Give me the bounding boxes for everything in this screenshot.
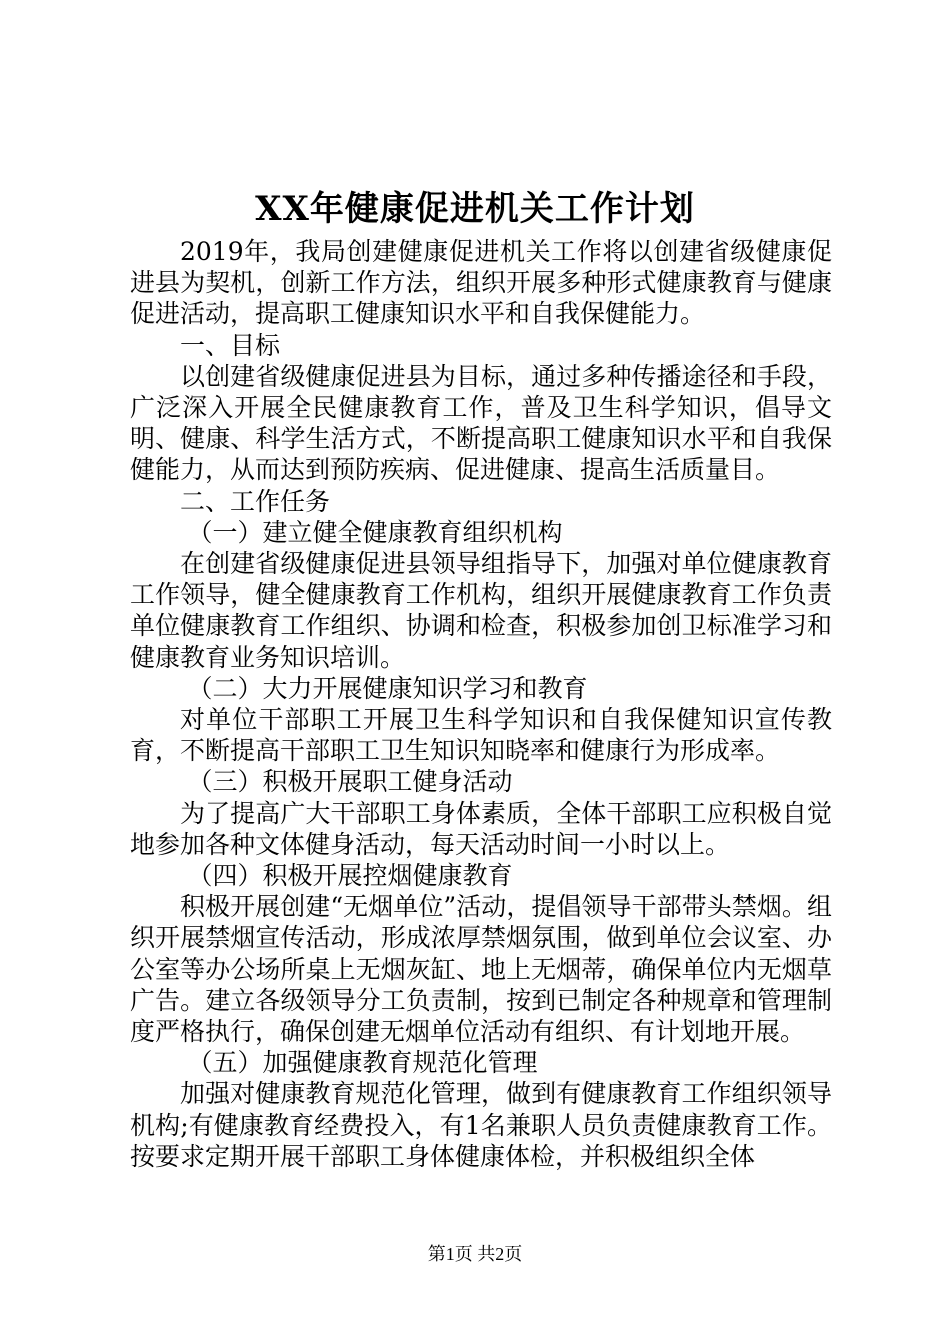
subsection-heading-3: （三）积极开展职工健身活动 [187,767,513,797]
section-heading-goal: 一、目标 [180,330,281,360]
paragraph-task-5: 加强对健康教育规范化管理，做到有健康教育工作组织领导机构;有健康教育经费投入，有1名兼职人员负责健康教育工作。按要求定期开展干部职工身体健康体检，并积极组织全体 [130,1079,832,1171]
section-heading-tasks: 二、工作任务 [180,486,331,516]
paragraph-goal: 以创建省级健康促进县为目标，通过多种传播途径和手段，广泛深入开展全民健康教育工作，普及卫生科学知识，倡导文明、健康、科学生活方式，不断提高职工健康知识水平和自我保健能力，从而达到预防疾病、促进健康、提高生活质量目。 [130,361,832,485]
paragraph-intro: 2019年，我局创建健康促进机关工作将以创建省级健康促进县为契机，创新工作方法，组织开展多种形式健康教育与健康促进活动，提高职工健康知识水平和自我保健能力。 [130,237,832,329]
paragraph-task-3: 为了提高广大干部职工身体素质，全体干部职工应积极自觉地参加各种文体健身活动，每天活动时间一小时以上。 [130,798,832,859]
subsection-heading-4: （四）积极开展控烟健康教育 [187,861,513,891]
paragraph-task-4: 积极开展创建“无烟单位”活动，提倡领导干部带头禁烟。组织开展禁烟宣传活动，形成浓厚禁烟氛围，做到单位会议室、办公室等办公场所桌上无烟灰缸、地上无烟蒂，确保单位内无烟草广告。建立各级领导分工负责制，按到已制定各种规章和管理制度严格执行，确保创建无烟单位活动有组织、有计划地开展。 [130,892,832,1047]
subsection-heading-2: （二）大力开展健康知识学习和教育 [187,673,588,703]
subsection-heading-1: （一）建立健全健康教育组织机构 [187,517,563,547]
document-title: XX年健康促进机关工作计划 [255,189,695,229]
document-body [130,236,832,1172]
paragraph-task-2: 对单位干部职工开展卫生科学知识和自我保健知识宣传教育，不断提高干部职工卫生知识知晓率和健康行为形成率。 [130,705,832,766]
subsection-heading-5: （五）加强健康教育规范化管理 [187,1048,538,1078]
paragraph-task-1: 在创建省级健康促进县领导组指导下，加强对单位健康教育工作领导，健全健康教育工作机构，组织开展健康教育工作负责单位健康教育工作组织、协调和检查，积极参加创卫标准学习和健康教育业务知识培训。 [130,549,832,672]
page-number-footer: 第1页 共2页 [427,1244,523,1264]
